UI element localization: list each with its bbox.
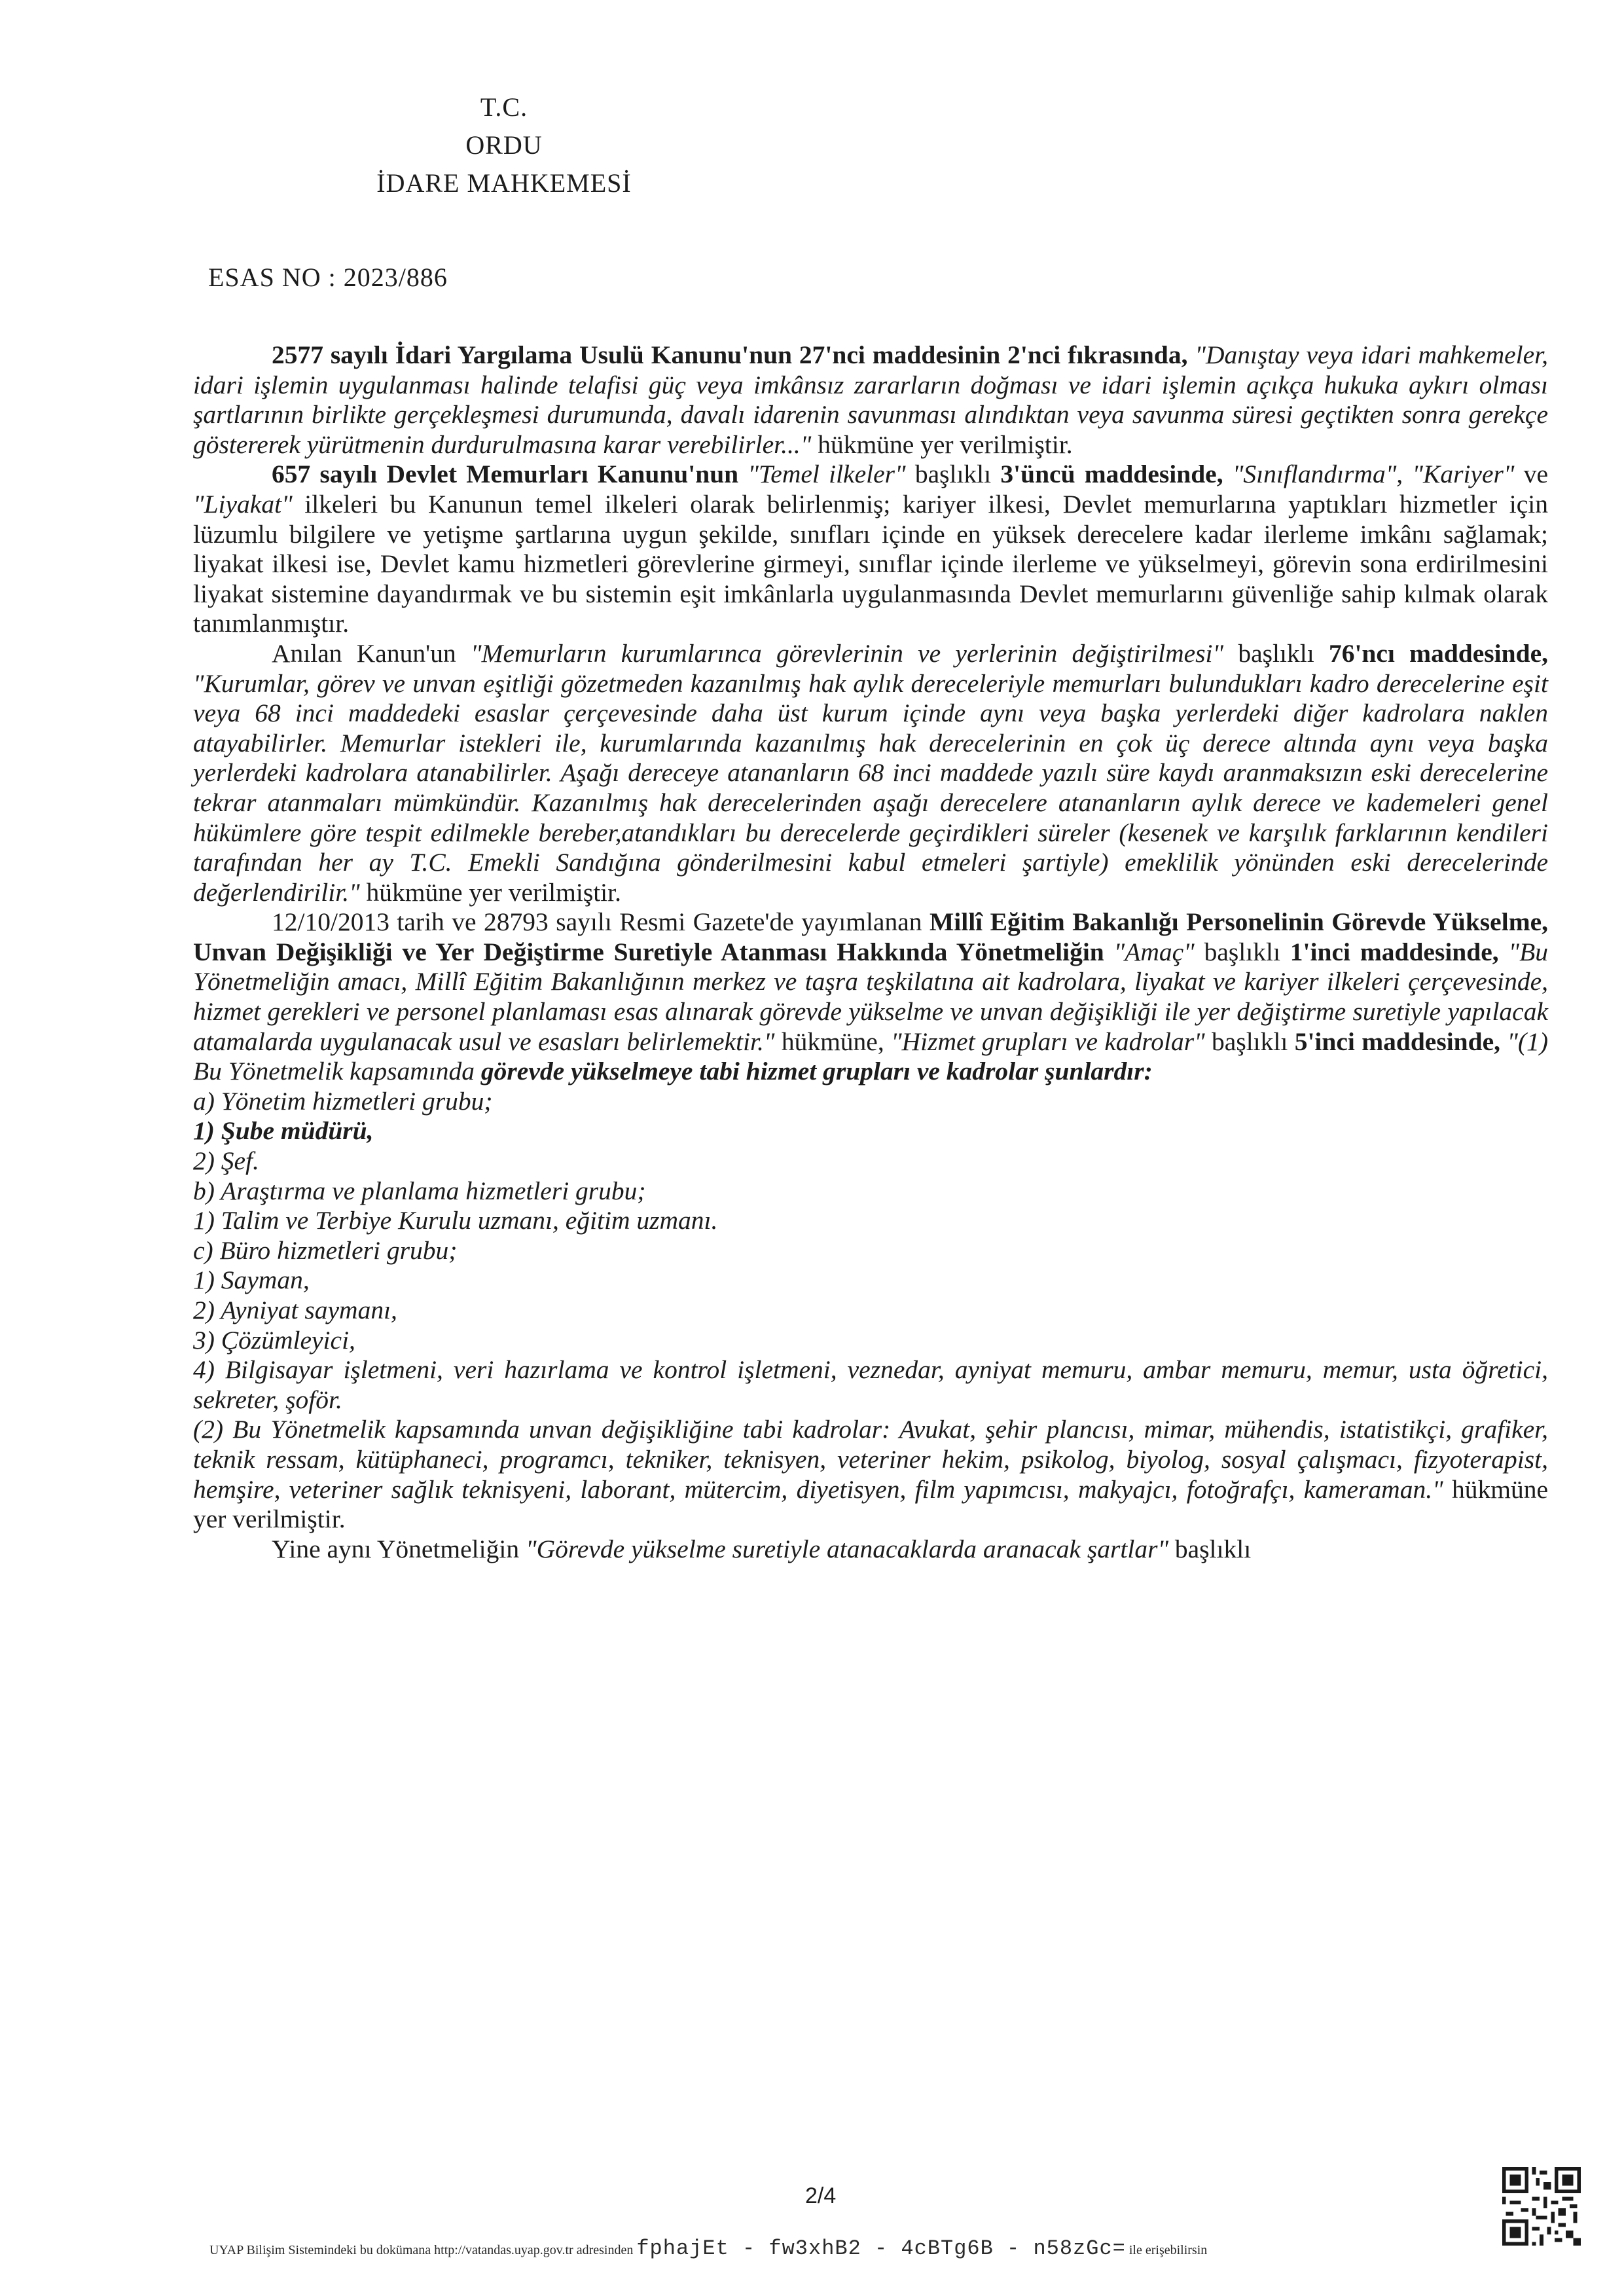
text-italic: "Amaç" xyxy=(1104,937,1195,966)
list-item: 1) Şube müdürü, xyxy=(193,1116,374,1146)
text-plain: Yine aynı Yönetmeliğin xyxy=(272,1534,526,1563)
list-item: 4) Bilgisayar işletmeni, veri hazırlama ve kontrol işletmeni, veznedar, ayniyat memuru, ambar memuru, memur, usta öğretici, sekreter, şoför. xyxy=(193,1355,1548,1414)
paragraph-dmk-76 xyxy=(193,639,1548,907)
document-body xyxy=(193,340,1548,1564)
text-italic: "Hizmet grupları ve kadrolar" xyxy=(891,1027,1205,1056)
text-plain: başlıklı xyxy=(905,460,1001,489)
paragraph-title-changes xyxy=(193,1415,1548,1534)
text-plain: başlıklı xyxy=(1168,1534,1252,1563)
text-italic: "Sınıflandırma", "Kariyer" xyxy=(1223,460,1515,489)
header-line-tc: T.C. xyxy=(480,92,528,122)
text-italic: "Kurumlar, görev ve unvan eşitliği gözetmeden kazanılmış hak aylık dereceleriyle memurları bulundukları kadro derecelerine eşit veya 68 inci maddedeki esaslar çerçevesinde daha üst kurum içinde aynı veya başka yerlerdeki diğer kadrolara naklen atayabilirler. Memurlar istekleri ile, kurumlarında kazanılmış hak derecelerinin en çok üç derece altında aynı veya başka yerlerdeki kadrolara atanabilirler. Aşağı dereceye atananların 68 inci maddede yazılı süre kaydı aranmaksızın eski derecelerine tekrar atanmaları mümkündür. Kazanılmış hak derecelerinden aşağı derecelere atananların aylık derece ve kademeleri genel hükümlere göre tespit edilmekle bereber,atandıkları bu derecelerde geçirdikleri süreler (kesenek ve karşılık farklarının kendileri tarafından her ay T.C. Emekli Sandığına gönderilmesini kabul etmeleri şartiyle) emeklilik yönünden eski derecelerinde değerlendirilir." xyxy=(193,668,1548,907)
list-item: 3) Çözümleyici, xyxy=(193,1325,355,1355)
list-item: c) Büro hizmetleri grubu; xyxy=(193,1235,458,1265)
text-plain: hükmüne yer verilmiştir. xyxy=(193,1474,1548,1534)
list-block xyxy=(193,1087,1548,1415)
text-plain: hükmüne yer verilmiştir. xyxy=(359,877,621,907)
text-bold: 2577 sayılı İdari Yargılama Usulü Kanunu'nun 27'nci maddesinin 2'nci fıkrasında, xyxy=(272,340,1188,369)
list-item: 2) Şef. xyxy=(193,1146,259,1176)
list-item: 1) Talim ve Terbiye Kurulu uzmanı, eğitim uzmanı. xyxy=(193,1206,718,1235)
text-bold: 657 sayılı Devlet Memurları Kanunu'nun xyxy=(272,460,739,489)
text-plain: başlıklı xyxy=(1223,638,1329,668)
list-item: 1) Sayman, xyxy=(193,1266,310,1295)
paragraph-dmk-3 xyxy=(193,460,1548,639)
text-italic: "Danıştay veya idari mahkemeler, idari işlemin uygulanması halinde telafisi güç veya imkânsız zararların doğması ve idari işlemin açıkça hukuka aykırı olması şartlarının birlikte gerçekleşmesi durumunda, davalı idarenin savunması alındıktan veya savunma süresi geçtikten sonra gerekçe göstererek yürütmenin durdurulmasına karar verebilirler..." xyxy=(193,340,1548,459)
text-plain: başlıklı xyxy=(1194,937,1290,966)
text-bold: 76'ncı maddesinde, xyxy=(1328,638,1548,668)
case-number: ESAS NO : 2023/886 xyxy=(208,263,448,292)
text-italic: "Memurların kurumlarınca görevlerinin ve yerlerinin değiştirilmesi" xyxy=(470,638,1224,668)
text-plain: ilkeleri bu Kanunun temel ilkeleri olarak belirlenmiş; kariyer ilkesi, Devlet memurlarına yaptıkları hizmetler için lüzumlu bilgilere ve yetişme şartlarına uygun şekilde, sınıfları içinde en yüksek derecelere kadar ilerleme imkânı sağlamak; liyakat ilkesi ise, Devlet kamu hizmetleri görevlerine girmeyi, sınıflar içinde ilerleme ve yükselmeyi, görevin sona erdirilmesini liyakat sistemine dayandırmak ve bu sistemin eşit imkânlarla uygulanmasında Devlet memurlarını güvenliğe sahip kılmak olarak tanımlanmıştır. xyxy=(193,489,1548,638)
text-plain: hükmüne yer verilmiştir. xyxy=(811,429,1073,459)
text-bold-italic: görevde yükselmeye tabi hizmet grupları ve kadrolar şunlardır: xyxy=(480,1057,1153,1086)
text-italic: "Bu Yönetmeliğin amacı, Millî Eğitim Bakanlığının merkez ve taşra teşkilatına ait kadrolara, liyakat ve kariyer ilkeleri çerçevesinde, hizmet gerekleri ve personel planlaması esas alınarak görevde yükselme ve unvan değişikliği ile yer değiştirme suretiyle yapılacak atamalarda uygulanacak usul ve esasları belirlemektir." xyxy=(193,937,1548,1056)
paragraph-iyuk xyxy=(193,340,1548,460)
qr-code-icon xyxy=(1502,2167,1581,2246)
text-italic: "Liyakat" xyxy=(193,489,293,519)
text-italic: "Temel ilkeler" xyxy=(738,460,906,489)
footer-text-end: ile erişebilirsin xyxy=(1128,2243,1208,2257)
text-bold: 3'üncü maddesinde, xyxy=(1000,460,1223,489)
text-plain: 12/10/2013 tarih ve 28793 sayılı Resmi Gazete'de yayımlanan xyxy=(272,907,929,937)
text-italic: "Görevde yükselme suretiyle atanacaklarda aranacak şartlar" xyxy=(525,1534,1169,1563)
list-item: 2) Ayniyat saymanı, xyxy=(193,1296,397,1324)
verification-code: fphajEt - fw3xhB2 - 4cBTg6B - n58zGc= xyxy=(636,2236,1126,2261)
text-bold: Millî Eğitim Bakanlığı Personelinin Görevde Yükselme, Unvan Değişikliği ve Yer Değiştirme Suretiyle Atanması Hakkında Yönetmeliğin xyxy=(193,907,1549,966)
paragraph-regulation xyxy=(193,907,1548,1087)
header-line-ordu: ORDU xyxy=(465,130,543,160)
footer-text: UYAP Bilişim Sistemindeki bu dokümana http://vatandas.uyap.gov.tr adresinden xyxy=(209,2243,634,2257)
text-bold: 5'inci maddesinde, xyxy=(1294,1027,1501,1056)
text-italic: (2) Bu Yönetmelik kapsamında unvan değişikliğine tabi kadrolar: Avukat, şehir plancısı, mimar, mühendis, istatistikçi, grafiker, teknik ressam, kütüphaneci, programcı, tekniker, teknisyen, veteriner hekim, psikolog, biyolog, sosyal çalışmacı, fizyoterapist, hemşire, veteriner sağlık teknisyeni, laborant, mütercim, diyetisyen, film yapımcısı, makyajcı, fotoğrafçı, kameraman." xyxy=(193,1415,1548,1504)
list-item: a) Yönetim hizmetleri grubu; xyxy=(193,1086,493,1116)
footer-verification xyxy=(209,2236,1207,2261)
page-number: 2/4 xyxy=(805,2183,837,2208)
text-plain: Anılan Kanun'un xyxy=(272,638,471,668)
court-header xyxy=(340,88,668,202)
text-plain: ve xyxy=(1514,460,1548,489)
list-item: b) Araştırma ve planlama hizmetleri grubu; xyxy=(193,1176,646,1205)
paragraph-continuation xyxy=(193,1535,1548,1565)
text-italic: "(1) Bu Yönetmelik kapsamında xyxy=(193,1027,1548,1086)
text-plain: başlıklı xyxy=(1204,1027,1295,1056)
text-plain: hükmüne, xyxy=(774,1027,892,1056)
text-bold: 1'inci maddesinde, xyxy=(1290,937,1499,966)
header-line-court: İDARE MAHKEMESİ xyxy=(376,168,632,198)
